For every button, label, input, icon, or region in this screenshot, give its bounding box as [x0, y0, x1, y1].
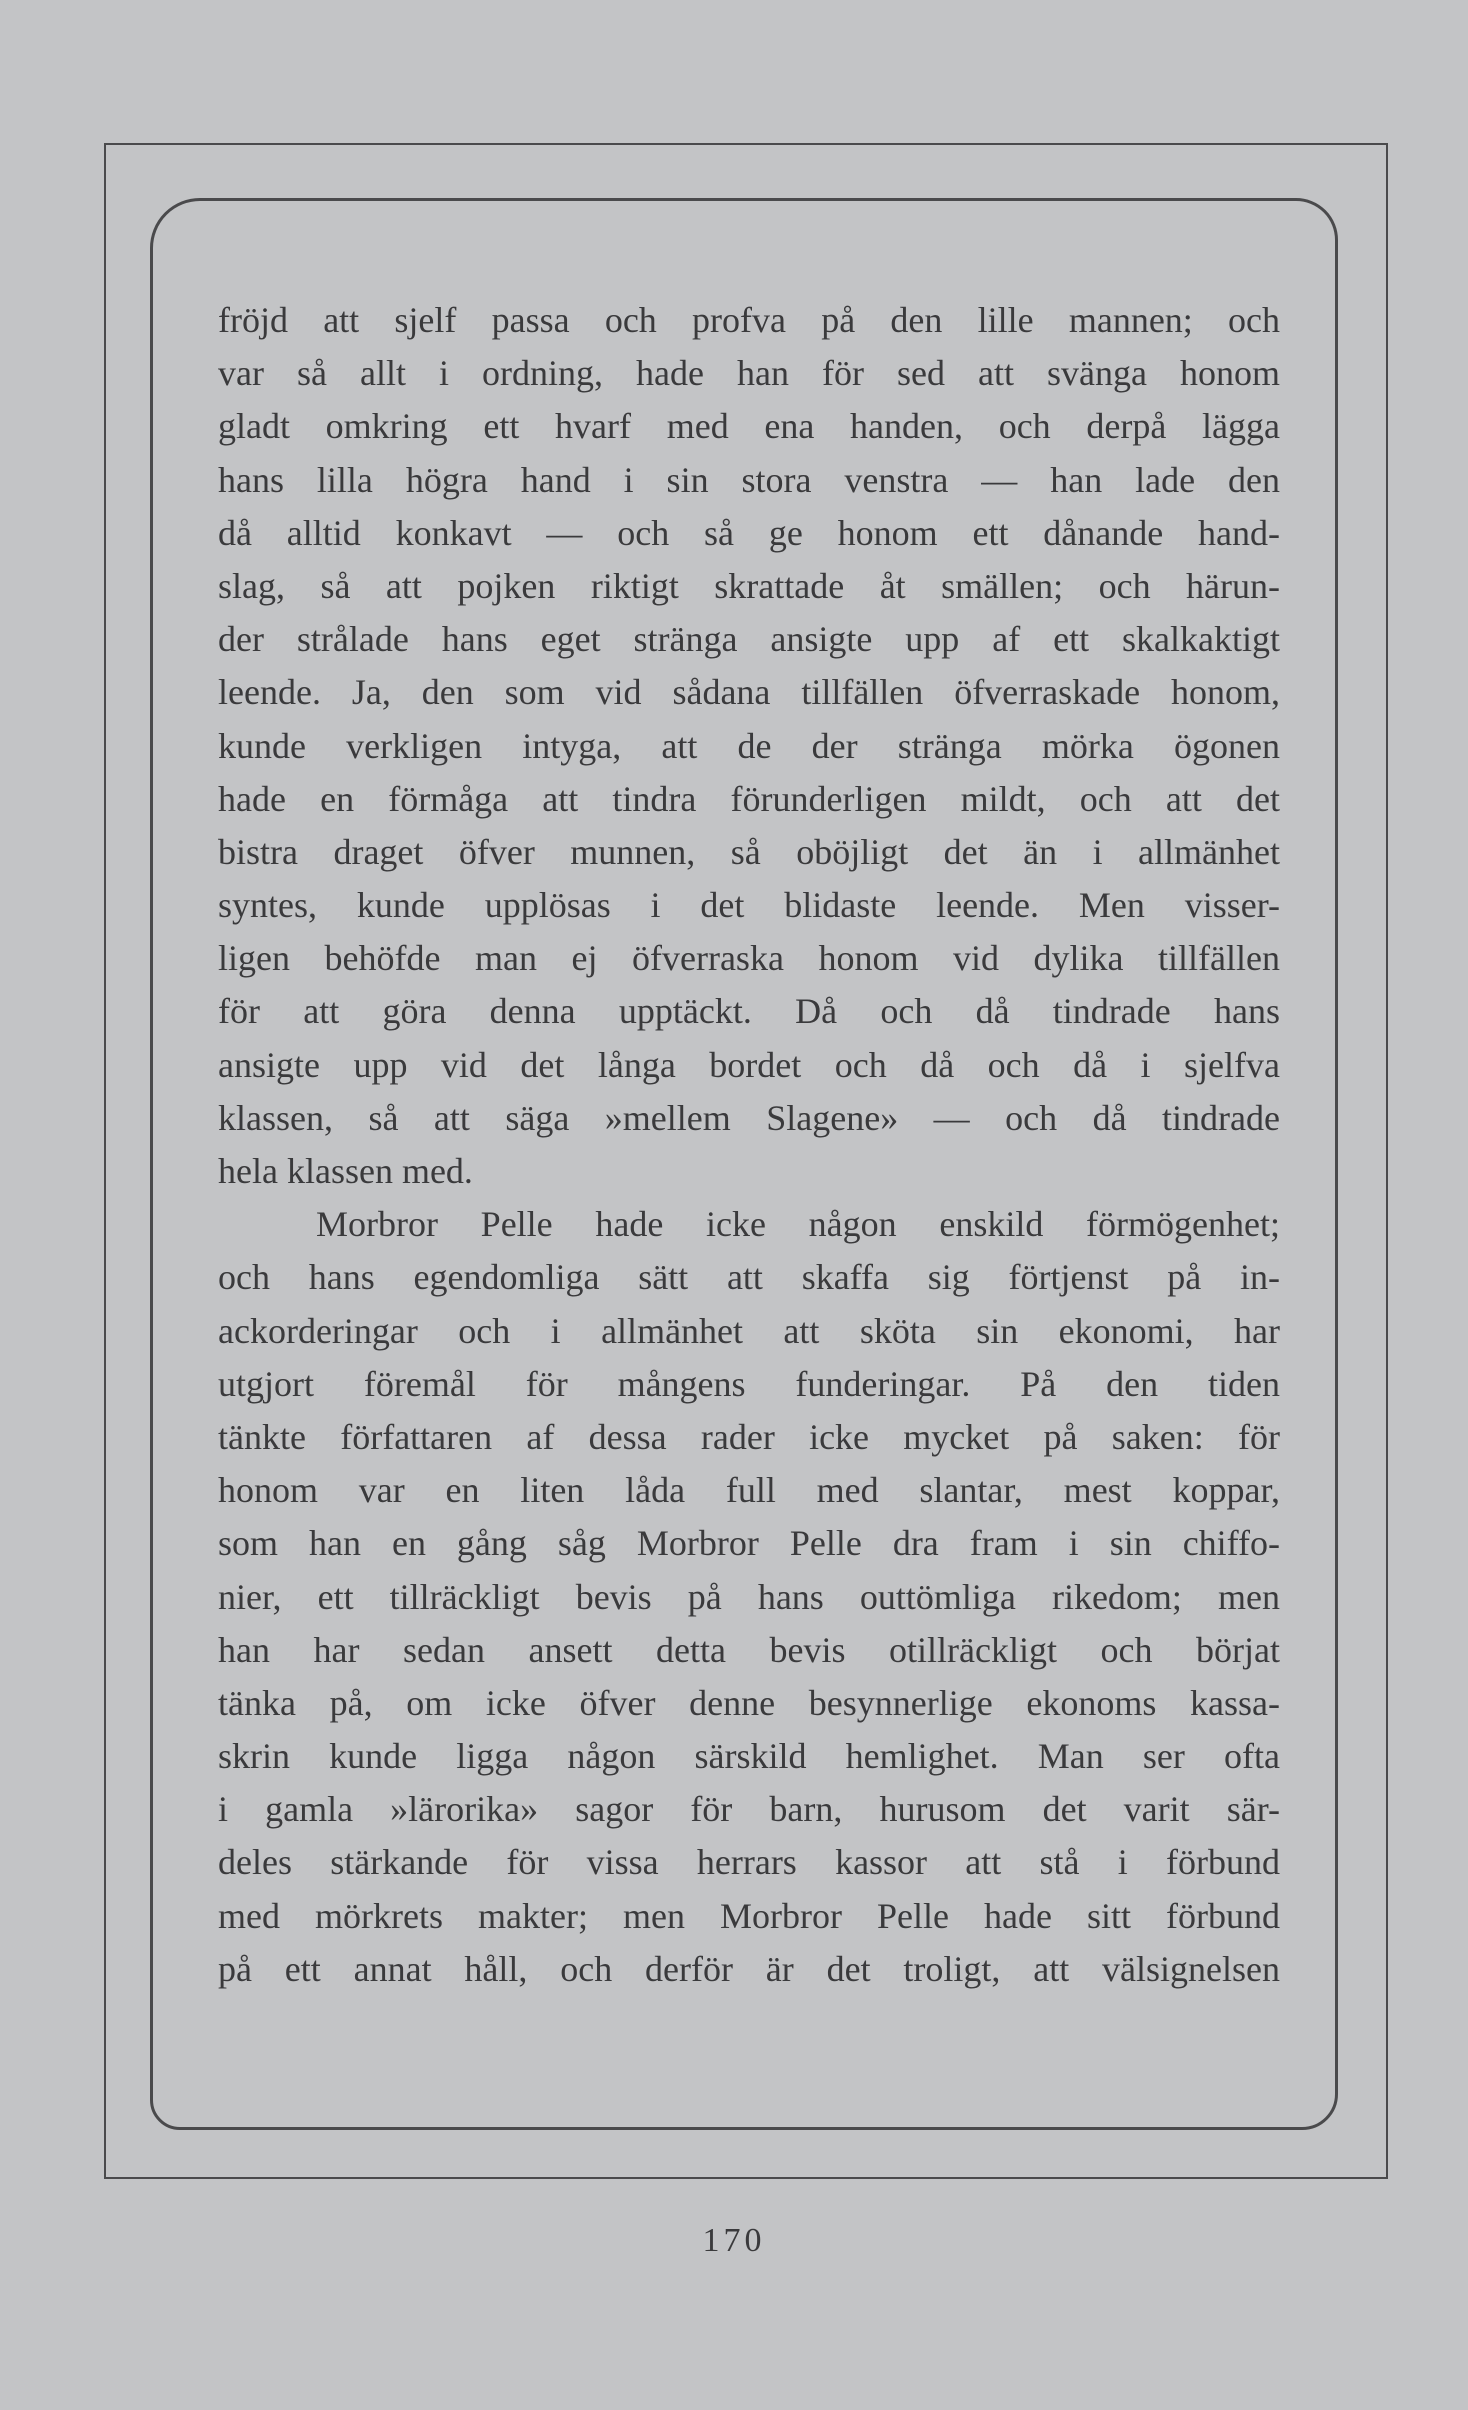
text-line: hans lilla högra hand i sin stora venstra — han lade den	[218, 459, 1280, 500]
text-line: hade en förmåga att tindra förunderligen mildt, och att det	[218, 778, 1280, 819]
text-line: då alltid konkavt — och så ge honom ett dånande hand-	[218, 512, 1280, 553]
body-text	[218, 294, 1280, 1996]
text-line: honom var en liten låda full med slantar, mest koppar,	[218, 1470, 1280, 1511]
text-line: som han en gång såg Morbror Pelle dra fram i sin chiffo-	[218, 1523, 1280, 1564]
text-line: utgjort föremål för mångens funderingar. På den tiden	[218, 1363, 1280, 1404]
text-line: slag, så att pojken riktigt skrattade åt smällen; och härun-	[218, 565, 1280, 606]
text-line: ackorderingar och i allmänhet att sköta sin ekonomi, har	[218, 1310, 1280, 1351]
text-line: och hans egendomliga sätt att skaffa sig förtjenst på in-	[218, 1257, 1280, 1298]
text-line: fröjd att sjelf passa och profva på den lille mannen; och	[218, 300, 1280, 340]
text-line: skrin kunde ligga någon särskild hemlighet. Man ser ofta	[218, 1736, 1280, 1777]
text-line: på ett annat håll, och derför är det troligt, att välsignelsen	[218, 1948, 1280, 1989]
text-line: ansigte upp vid det långa bordet och då och då i sjelfva	[218, 1044, 1280, 1085]
text-line: klassen, så att säga »mellem Slagene» — och då tindrade	[218, 1097, 1280, 1138]
text-line: syntes, kunde upplösas i det blidaste leende. Men visser-	[218, 885, 1280, 926]
text-line: tänka på, om icke öfver denne besynnerlige ekonoms kassa-	[218, 1682, 1280, 1723]
text-line: kunde verkligen intyga, att de der stränga mörka ögonen	[218, 725, 1280, 766]
text-line: leende. Ja, den som vid sådana tillfällen öfverraskade honom,	[218, 672, 1280, 713]
text-line: hela klassen med.	[218, 1151, 473, 1191]
text-line: deles stärkande för vissa herrars kassor att stå i förbund	[218, 1842, 1280, 1883]
text-line: var så allt i ordning, hade han för sed att svänga honom	[218, 353, 1280, 394]
text-line: der strålade hans eget stränga ansigte upp af ett skalkaktigt	[218, 619, 1280, 660]
paragraph-1	[218, 294, 1280, 1198]
text-line: gladt omkring ett hvarf med ena handen, och derpå lägga	[218, 406, 1280, 447]
text-line: nier, ett tillräckligt bevis på hans outtömliga rikedom; men	[218, 1576, 1280, 1617]
text-line: tänkte författaren af dessa rader icke mycket på saken: för	[218, 1416, 1280, 1457]
paragraph-2	[218, 1198, 1280, 1996]
text-line: han har sedan ansett detta bevis otillräckligt och börjat	[218, 1629, 1280, 1670]
text-line: Morbror Pelle hade icke någon enskild förmögenhet;	[316, 1204, 1280, 1245]
text-line: ligen behöfde man ej öfverraska honom vid dylika tillfällen	[218, 938, 1280, 979]
text-line: i gamla »lärorika» sagor för barn, hurusom det varit sär-	[218, 1789, 1280, 1830]
page-number: 170	[702, 2222, 766, 2259]
text-line: bistra draget öfver munnen, så oböjligt det än i allmänhet	[218, 831, 1280, 872]
text-line: med mörkrets makter; men Morbror Pelle hade sitt förbund	[218, 1895, 1280, 1936]
text-line: för att göra denna upptäckt. Då och då tindrade hans	[218, 991, 1280, 1032]
